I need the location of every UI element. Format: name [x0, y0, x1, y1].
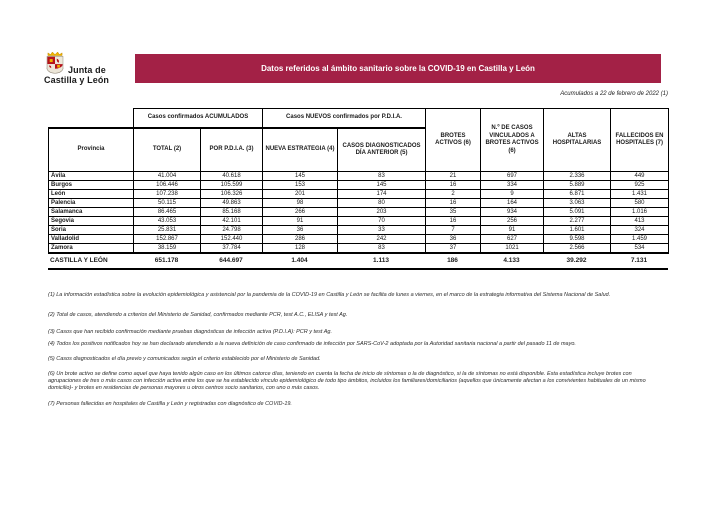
footnote-6: (6) Un brote activo se define como aquel que haya tenido algún caso en los últimos catorce días, teniendo en cuenta la fecha de inicio de síntomas o la de diagnóstico, si la de síntomas no está disponible. Esta estadística incluye brotes con agrupaciones de tres o más casos con infección activa entre los que se ha establecido vínculo epidemiológico de todo tipo ámbitos, incluidos los familiares/domiciliarios (aquellos que únicamente afectan a los convivientes habituales de un mismo domicilio)- y brotes en residencias de personas mayores u otros centros socio sanitarios, con uno o más casos. [48, 370, 646, 391]
province-cell: Segovia [49, 217, 134, 226]
value-cell: 7 [426, 226, 481, 235]
value-cell: 934 [481, 208, 544, 217]
value-cell: 106.446 [134, 181, 201, 190]
value-cell: 201 [263, 190, 338, 199]
value-cell: 145 [263, 172, 338, 181]
value-cell: 21 [426, 172, 481, 181]
table-row [49, 208, 669, 217]
page-title: Datos referidos al ámbito sanitario sobre la COVID-19 en Castilla y León [261, 64, 535, 73]
province-cell: Soria [49, 226, 134, 235]
value-cell: 91 [481, 226, 544, 235]
table-row [49, 217, 669, 226]
value-cell: 70 [338, 217, 426, 226]
value-cell: 256 [481, 217, 544, 226]
value-cell: 33 [338, 226, 426, 235]
title-banner [135, 54, 661, 83]
col-header-casos-vinculados: N.º DE CASOS VINCULADOS A BROTES ACTIVOS (6) [481, 109, 544, 172]
value-cell: 627 [481, 235, 544, 244]
footnote-2: (2) Total de casos, atendiendo a criterios del Ministerio de Sanidad, confirmados mediante PCR, test A.C., ELISA y test Ag. [48, 312, 348, 319]
value-cell: 174 [338, 190, 426, 199]
value-cell: 36 [263, 226, 338, 235]
footnotes [48, 292, 654, 415]
value-cell: 83 [338, 244, 426, 254]
logo-text-line1: Junta de [68, 65, 106, 75]
value-cell: 2.336 [544, 172, 611, 181]
value-cell: 83 [338, 172, 426, 181]
value-cell: 40.618 [201, 172, 263, 181]
province-cell: Valladolid [49, 235, 134, 244]
value-cell: 286 [263, 235, 338, 244]
total-value-cell: 39.292 [543, 254, 610, 269]
value-cell: 324 [611, 226, 669, 235]
value-cell: 85.168 [201, 208, 263, 217]
value-cell: 1021 [481, 244, 544, 254]
value-cell: 9.598 [544, 235, 611, 244]
value-cell: 152.867 [134, 235, 201, 244]
value-cell: 449 [611, 172, 669, 181]
value-cell: 98 [263, 199, 338, 208]
value-cell: 242 [338, 235, 426, 244]
col-header-nueva-estrategia: NUEVA ESTRATEGIA (4) [263, 128, 338, 172]
total-value-cell: 4.133 [480, 254, 543, 269]
value-cell: 580 [611, 199, 669, 208]
junta-logo [44, 52, 122, 85]
total-row-label: CASTILLA Y LEÓN [48, 254, 133, 269]
value-cell: 49.863 [201, 199, 263, 208]
province-cell: León [49, 190, 134, 199]
table-row [49, 226, 669, 235]
value-cell: 86.465 [134, 208, 201, 217]
value-cell: 266 [263, 208, 338, 217]
value-cell: 2.566 [544, 244, 611, 254]
value-cell: 41.004 [134, 172, 201, 181]
accumulated-date-note: Acumulados a 22 de febrero de 2022 (1) [560, 91, 668, 97]
value-cell: 25.831 [134, 226, 201, 235]
table-row [49, 199, 669, 208]
value-cell: 37 [426, 244, 481, 254]
footnote-1: (1) La información estadística sobre la evolución epidemiológica y asistencial por la pandemia de la COVID-19 en Castilla y León se facilita de lunes a viernes, en el marco de la estrategia informativa del Sistema Nacional de Salud. [48, 292, 611, 298]
total-row [48, 254, 668, 269]
province-cell: Burgos [49, 181, 134, 190]
value-cell: 43.053 [134, 217, 201, 226]
col-header-por-pdia: POR P.D.I.A. (3) [201, 128, 263, 172]
value-cell: 1.016 [611, 208, 669, 217]
province-cell: Zamora [49, 244, 134, 254]
value-cell: 24.798 [201, 226, 263, 235]
blank-corner-cell [49, 109, 134, 129]
value-cell: 16 [426, 181, 481, 190]
col-header-altas-hospitalarias: ALTAS HOSPITALARIAS [544, 109, 611, 172]
total-value-cell: 644.697 [200, 254, 262, 269]
value-cell: 1.459 [611, 235, 669, 244]
coat-of-arms-icon [44, 52, 66, 75]
group-header-new-pdia: Casos NUEVOS confirmados por P.D.I.A. [263, 109, 426, 129]
value-cell: 35 [426, 208, 481, 217]
value-cell: 5.091 [544, 208, 611, 217]
value-cell: 145 [338, 181, 426, 190]
value-cell: 697 [481, 172, 544, 181]
province-cell: Palencia [49, 199, 134, 208]
group-header-row [49, 109, 669, 129]
value-cell: 36 [426, 235, 481, 244]
province-cell: Ávila [49, 172, 134, 181]
value-cell: 153 [263, 181, 338, 190]
province-cell: Salamanca [49, 208, 134, 217]
value-cell: 534 [611, 244, 669, 254]
value-cell: 334 [481, 181, 544, 190]
table-row [49, 190, 669, 199]
value-cell: 925 [611, 181, 669, 190]
total-row-table [48, 254, 668, 270]
value-cell: 105.599 [201, 181, 263, 190]
value-cell: 2.277 [544, 217, 611, 226]
value-cell: 2 [426, 190, 481, 199]
value-cell: 50.115 [134, 199, 201, 208]
total-value-cell: 1.404 [262, 254, 337, 269]
value-cell: 38.159 [134, 244, 201, 254]
col-header-total: TOTAL (2) [134, 128, 201, 172]
value-cell: 37.784 [201, 244, 263, 254]
table-row [49, 235, 669, 244]
value-cell: 16 [426, 217, 481, 226]
value-cell: 107.238 [134, 190, 201, 199]
total-value-cell: 186 [425, 254, 480, 269]
value-cell: 1.601 [544, 226, 611, 235]
main-table [48, 108, 669, 254]
value-cell: 6.871 [544, 190, 611, 199]
col-header-brotes-activos: BROTES ACTIVOS (6) [426, 109, 481, 172]
table-body [49, 172, 669, 254]
covid-data-table [48, 108, 668, 270]
total-value-cell: 7.131 [610, 254, 668, 269]
group-header-accumulated: Casos confirmados ACUMULADOS [134, 109, 263, 129]
footnote-4: (4) Todos los positivos notificados hoy se han declarado atendiendo a la nueva definición de caso confirmado de infección por SARS-CoV-2 adoptada por la Autoridad sanitaria nacional a partir del pasado 11 de mayo. [48, 341, 576, 348]
value-cell: 152.440 [201, 235, 263, 244]
value-cell: 128 [263, 244, 338, 254]
value-cell: 9 [481, 190, 544, 199]
value-cell: 1.431 [611, 190, 669, 199]
total-value-cell: 1.113 [337, 254, 425, 269]
col-header-fallecidos: FALLECIDOS EN HOSPITALES (7) [611, 109, 669, 172]
logo-text-line2: Castilla y León [44, 75, 110, 85]
value-cell: 42.101 [201, 217, 263, 226]
footnote-3: (3) Casos que han recibido confirmación mediante pruebas diagnósticas de infección activa (P.D.I.A): PCR y test Ag. [48, 329, 333, 336]
value-cell: 164 [481, 199, 544, 208]
value-cell: 5.889 [544, 181, 611, 190]
total-value-cell: 651.178 [133, 254, 200, 269]
value-cell: 106.326 [201, 190, 263, 199]
value-cell: 413 [611, 217, 669, 226]
value-cell: 16 [426, 199, 481, 208]
col-header-diagnosticados-dia-anterior: CASOS DIAGNOSTICADOS DÍA ANTERIOR (5) [338, 128, 426, 172]
footnote-5: (5) Casos diagnosticados el día previo y comunicados según el criterio establecido por el Ministerio de Sanidad. [48, 355, 321, 362]
table-row [49, 244, 669, 254]
value-cell: 91 [263, 217, 338, 226]
table-row [49, 181, 669, 190]
footnote-7: (7) Personas fallecidas en hospitales de Castilla y León y registradas con diagnóstico de COVID-19. [48, 401, 292, 408]
value-cell: 3.063 [544, 199, 611, 208]
table-row [49, 172, 669, 181]
value-cell: 80 [338, 199, 426, 208]
col-header-provincia: Provincia [49, 128, 134, 172]
value-cell: 203 [338, 208, 426, 217]
